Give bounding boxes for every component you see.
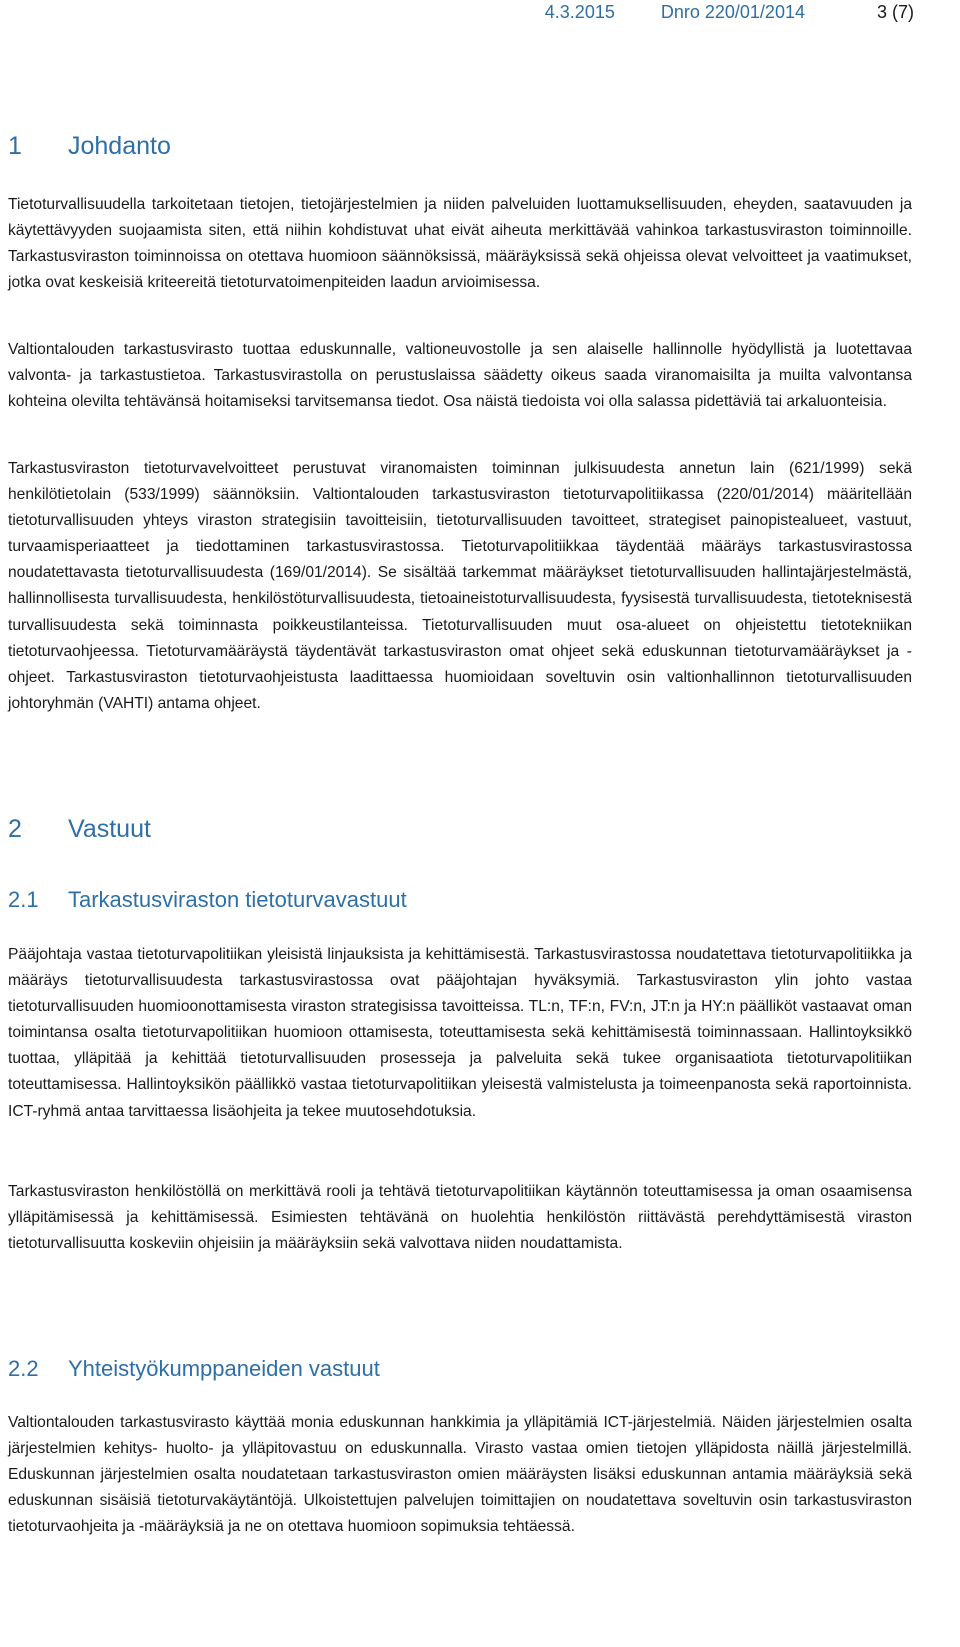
- section-title: Tarkastusviraston tietoturvavastuut: [68, 887, 407, 912]
- paragraph: Tietoturvallisuudella tarkoitetaan tietojen, tietojärjestelmien ja niiden palveluiden luottamuksellisuuden, eheyden, saatavuuden ja käytettävyyden suojaamista siten, että niihin kohdistuvat uhat eivät aiheuta merkittävää vahinkoa tarkastusviraston toiminnoille. Tarkastusviraston toiminnoissa on otettava huomioon säännöksissä, määräyksissä sekä ohjeissa olevat velvoitteet ja vaatimukset, jotka ovat keskeisiä kriteereitä tietoturvatoimenpiteiden laadun arvioimisessa.: [8, 196, 912, 292]
- paragraph: Tarkastusviraston henkilöstöllä on merkittävä rooli ja tehtävä tietoturvapolitiikan käytännön toteuttamisessa ja oman osaamisensa ylläpitämisessä ja kehittämisessä. Esimiesten tehtävänä on huolehtia henkilöstön riittävästä perehdyttämisestä viraston tietoturvallisuutta koskeviin ohjeisiin ja määräyksiin sekä valvottava niiden noudattamista.: [8, 1183, 912, 1253]
- section-2-heading: [8, 814, 151, 844]
- section-2-1-heading: [8, 886, 407, 914]
- section-1-heading: [8, 131, 171, 161]
- section-title: Yhteistyökumppaneiden vastuut: [68, 1356, 380, 1381]
- section-title: Johdanto: [68, 132, 171, 160]
- page-header: [545, 0, 912, 24]
- section-title: Vastuut: [68, 815, 151, 843]
- header-dnro: Dnro 220/01/2014: [660, 2, 805, 22]
- paragraph: Valtiontalouden tarkastusvirasto tuottaa eduskunnalle, valtioneuvostolle ja sen alaiselle hallinnolle hyödyllistä ja luotettavaa valvonta- ja tarkastustietoa. Tarkastusvirastolla on perustuslaissa säädetty oikeus saada viranomaisilta ja muilta valvontansa kohteina olevilta tehtävänsä hoitamiseksi tarvitsemansa tiedot. Osa näistä tiedoista voi olla salassa pidettäviä tai arkaluonteisia.: [8, 341, 912, 411]
- header-page-number: 3 (7): [876, 2, 914, 22]
- section-number: 2: [8, 815, 22, 843]
- section-2-2-heading: [8, 1355, 380, 1383]
- paragraph: Pääjohtaja vastaa tietoturvapolitiikan yleisistä linjauksista ja kehittämisestä. Tarkastusvirastossa noudatettava tietoturvapolitiikka ja määräys tietoturvallisuudesta tarkastusvirastossa ovat pääjohtajan hyväksymiä. Tarkastusviraston ylin johto vastaa tietoturvallisuuden huomioonottamisesta viraston strategisissa tavoitteissa. TL:n, TF:n, FV:n, JT:n ja HY:n päälliköt vastaavat oman toimintansa osalta tietoturvapolitiikan huomioon ottamisesta, toteuttamisesta sekä kehittämisestä toiminnassaan. Hallintoyksikkö tuottaa, ylläpitää ja kehittää tietoturvallisuuden prosesseja ja palveluita sekä tukee organisaatiota tietoturvapolitiikan toteuttamisessa. Hallintoyksikön päällikkö vastaa tietoturvapolitiikan yleisestä valmistelusta ja toimeenpanosta sekä raportoinnista. ICT-ryhmä antaa tarvittaessa lisäohjeita ja tekee muutosehdotuksia.: [8, 946, 912, 1120]
- header-date: 4.3.2015: [544, 2, 615, 22]
- section-number: 2.1: [8, 887, 39, 912]
- section-number: 1: [8, 132, 22, 160]
- section-number: 2.2: [8, 1356, 39, 1381]
- paragraph: Valtiontalouden tarkastusvirasto käyttää monia eduskunnan hankkimia ja ylläpitämiä ICT-järjestelmiä. Näiden järjestelmien osalta järjestelmien kehitys- huolto- ja ylläpitovastuu on eduskunnalla. Virasto vastaa omien tietojen ylläpidosta näillä järjestelmillä. Eduskunnan järjestelmien osalta noudatetaan tarkastusviraston omien määräysten lisäksi eduskunnan antamia määräyksiä sekä eduskunnan sisäisiä tietoturvakäytäntöjä. Ulkoistettujen palvelujen toimittajien on noudatettava soveltuvin osin tarkastusviraston tietoturvaohjeita ja -määräyksiä ja ne on otettava huomioon sopimuksia tehtäessä.: [8, 1414, 912, 1536]
- paragraph: Tarkastusviraston tietoturvavelvoitteet perustuvat viranomaisten toiminnan julkisuudesta annetun lain (621/1999) sekä henkilötietolain (533/1999) säännöksiin. Valtiontalouden tarkastusviraston tietoturvapolitiikassa (220/01/2014) määritellään tietoturvallisuuden yhteys viraston strategisiin tavoitteisiin, tietoturvallisuuden tavoitteet, strategiset painopistealueet, vastuut, turvaamisperiaatteet ja tiedottaminen tarkastusvirastossa. Tietoturvapolitiikkaa täydentää määräys tarkastusvirastossa noudatettavasta tietoturvallisuudesta (169/01/2014). Se sisältää tarkemmat määräykset tietoturvallisuuden hallintajärjestelmästä, hallinnollisesta turvallisuudesta, henkilöstöturvallisuudesta, tietoaineistoturvallisuudesta, fyysisestä turvallisuudesta, tietoteknisestä turvallisuudesta sekä toiminnasta poikkeustilanteissa. Tietoturvallisuuden muut osa-alueet on ohjeistettu tietotekniikan tietoturvaohjeessa. Tietoturvamääräystä täydentävät tarkastusviraston omat ohjeet sekä eduskunnan tietoturvamääräykset ja -ohjeet. Tarkastusviraston tietoturvaohjeistusta laadittaessa huomioidaan soveltuvin osin valtionhallinnon tietoturvallisuuden johtoryhmän (VAHTI) antama ohjeet.: [8, 460, 912, 712]
